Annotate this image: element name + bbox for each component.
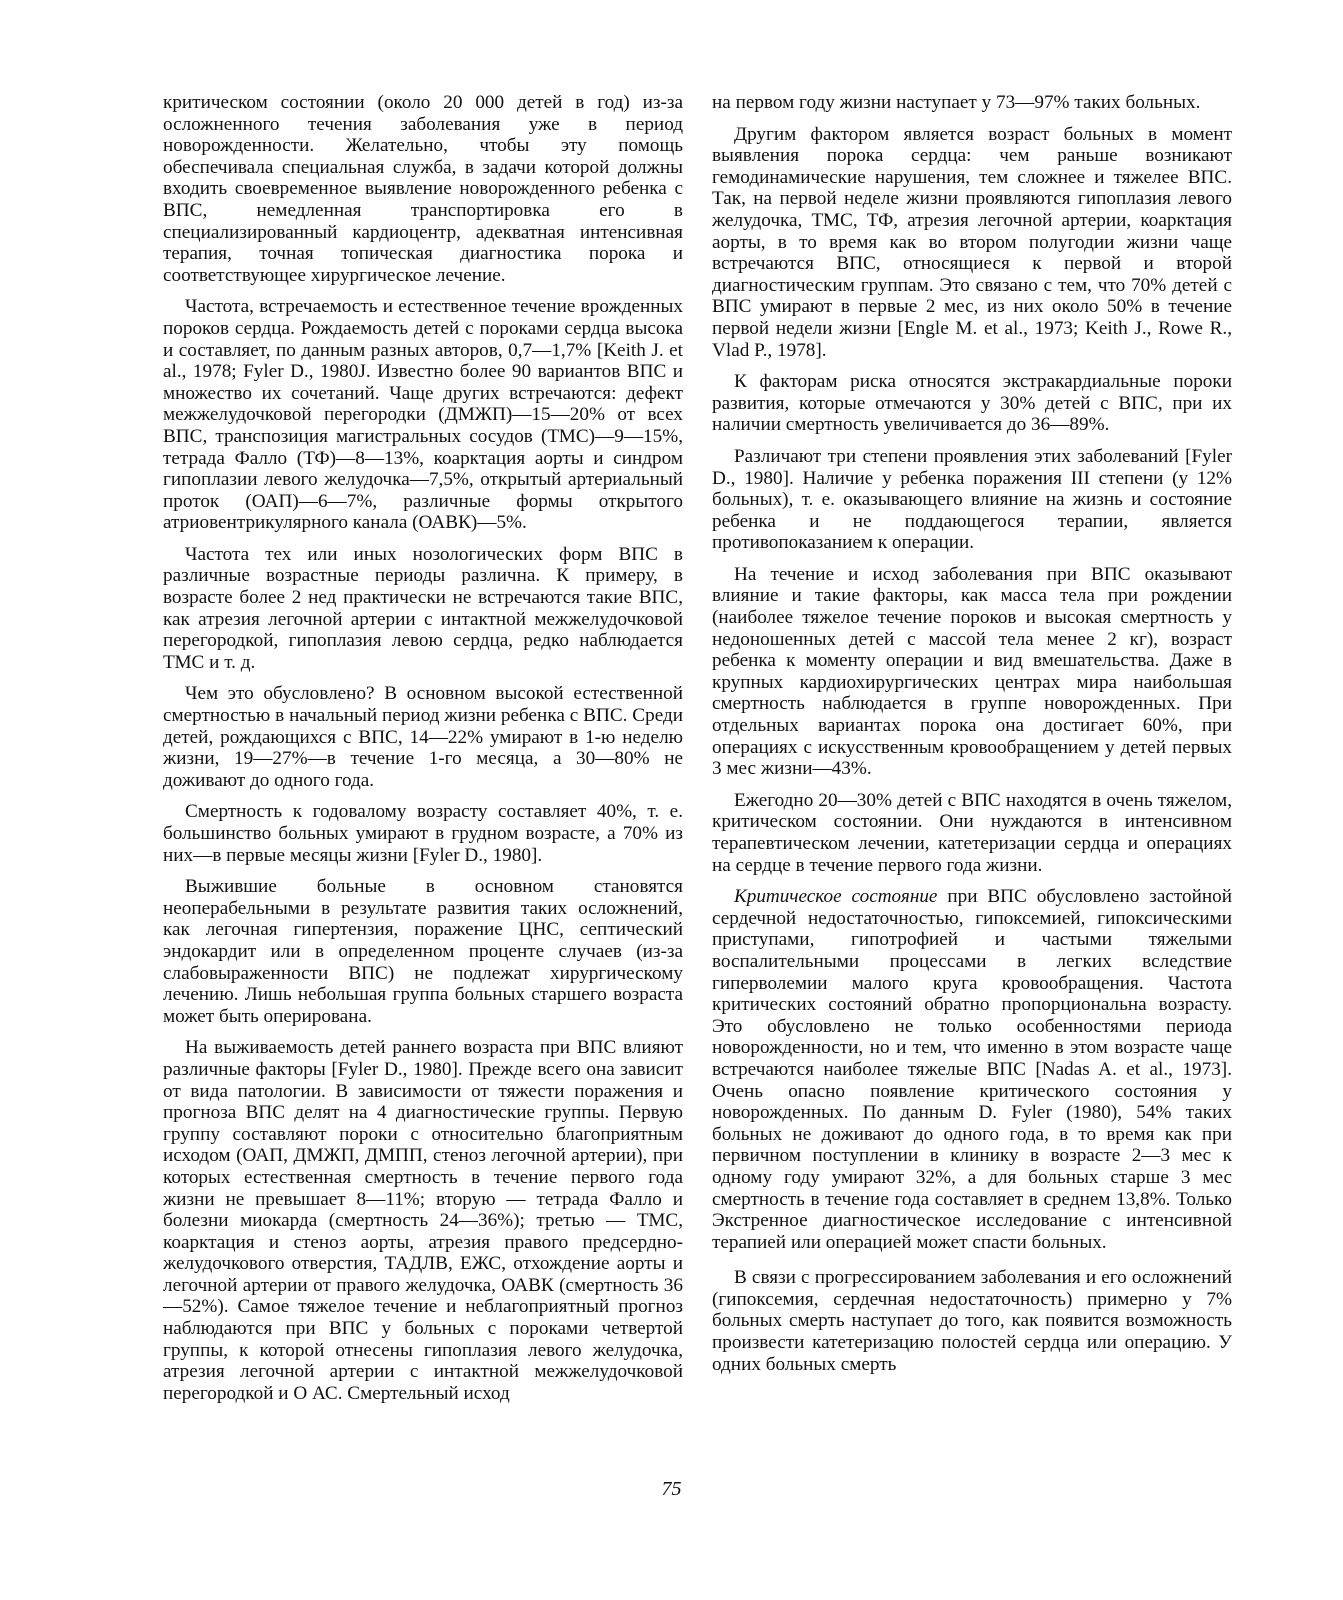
paragraph: На выживаемость детей раннего возраста при ВПС влияют различные факторы [Fyler D., 1980]. Прежде всего она зависит от вида патологии. В зависимости от тяжести поражения и прогноза ВПС делят на 4 диагностические группы. Первую группу составляют пороки с относительно благоприятным исходом (ОАП, ДМЖП, ДМПП, стеноз легочной артерии), при которых естественная смертность в течение первого года жизни не превышает 8—11%; вторую — тетрада Фалло и болезни миокарда (смертность 24—36%); третью — ТМС, коарктация и стеноз аорты, атрезия правого предсердно-желудочкового отверстия, ТАДЛВ, ЕЖС, отхождение аорты и легочной артерии от правого желудочка, ОАВК (смертность 36—52%). Самое тяжелое течение и неблагоприятный прогноз наблюдаются при ВПС у больных с пороками четвертой группы, к которой отнесены гипоплазия левого желудочка, атрезия легочной артерии с интактной межжелудочковой перегородкой и О АС. Смертельный исход: [163, 1037, 683, 1404]
paragraph: Смертность к годовалому возрасту составляет 40%, т. е. большинство больных умирают в грудном возрасте, а 70% из них—в первые месяцы жизни [Fyler D., 1980].: [163, 801, 683, 866]
paragraph: На течение и исход заболевания при ВПС оказывают влияние и такие факторы, как масса тела при рождении (наиболее тяжелое течение пороков и высокая смертность у недоношенных детей с массой тела менее 2 кг), возраст ребенка к моменту операции и вид вмешательства. Даже в крупных кардиохирургических центрах мира наибольшая смертность наблюдается в группе новорожденных. При отдельных вариантах порока она достигает 60%, при операциях с искусственным кровообращением у детей первых 3 мес жизни—43%.: [712, 563, 1232, 780]
paragraph: Частота тех или иных нозологических форм ВПС в различные возрастные периоды различна. К примеру, в возрасте более 2 нед практически не встречаются такие ВПС, как атрезия легочной артерии с интактной межжелудочковой перегородкой, гипоплазия левою сердца, редко наблюдается ТМС и т. д.: [163, 543, 683, 673]
paragraph: Выжившие больные в основном становятся неоперабельными в результате развития таких осложнений, как легочная гипертензия, поражение ЦНС, септический эндокардит или в определенном проценте случаев (из-за слабовыраженности ВПС) не подлежат хирургическому лечению. Лишь небольшая группа больных старшего возраста может быть оперирована.: [163, 876, 683, 1027]
paragraph-critical-state: [712, 886, 1232, 1253]
critical-state-term: Критическое состояние: [734, 886, 938, 908]
page-number: 75: [661, 1478, 682, 1500]
paragraph: Различают три степени проявления этих заболеваний [Fyler D., 1980]. Наличие у ребенка поражения III степени (у 12% больных), т. е. оказывающего влияние на жизнь и состояние ребенка и не поддающегося терапии, является противопоказанием к операции.: [712, 445, 1232, 554]
paragraph: Чем это обусловлено? В основном высокой естественной смертностью в начальный период жизни ребенка с ВПС. Среди детей, рождающихся с ВПС, 14—22% умирают в 1-ю неделю жизни, 19—27%—в течение 1-го месяца, а 30—80% не доживают до одного года.: [163, 683, 683, 791]
paragraph: В связи с прогрессированием заболевания и его осложнений (гипоксемия, сердечная недостаточность) примерно у 7% больных смерть наступает до того, как появится возможность произвести катетеризацию полостей сердца или операцию. У одних больных смерть: [712, 1267, 1232, 1375]
left-column: [163, 92, 683, 1404]
critical-state-text: при ВПС обусловлено застойной сердечной недостаточностью, гипоксемией, гипоксическими приступами, гипотрофией и частыми тяжелыми воспалительными процессами в легких вследствие гиперволемии малого круга кровообращения. Частота критических состояний обратно пропорциональна возрасту. Это обусловлено не только особенностями периода новорожденности, но и тем, что именно в этом возрасте чаще встречаются наиболее тяжелые ВПС [Nadas A. et al., 1973]. Очень опасно появление критического состояния у новорожденных. По данным D. Fyler (1980), 54% таких больных не доживают до одного года, в то время как при первичном поступлении в клинику в возрасте 2—3 мес к одному году умирают 32%, а для больных старше 3 мес смертность в течение года составляет в среднем 13,8%. Только Экстренное диагностическое исследование с интенсивной терапией или операцией может спасти больных.: [712, 886, 1232, 1253]
right-column: [712, 92, 1232, 1375]
paragraph: К факторам риска относятся экстракардиальные пороки развития, которые отмечаются у 30% детей с ВПС, при их наличии смертность увеличивается до 36—89%.: [712, 371, 1232, 436]
paragraph: Ежегодно 20—30% детей с ВПС находятся в очень тяжелом, критическом состоянии. Они нуждаются в интенсивном терапевтическом лечении, катетеризации сердца и операциях на сердце в течение первого года жизни.: [712, 789, 1232, 876]
paragraph: на первом году жизни наступает у 73—97% таких больных.: [712, 92, 1201, 113]
paragraph: Частота, встречаемость и естественное течение врожденных пороков сердца. Рождаемость детей с пороками сердца высока и составляет, по данным разных авторов, 0,7—1,7% [Keith J. et al., 1978; Fyler D., 1980J. Известно более 90 вариантов ВПС и множество их сочетаний. Чаще других встречаются: дефект межжелудочковой перегородки (ДМЖП)—15—20% от всех ВПС, транспозиция магистральных сосудов (ТМС)—9—15%, тетрада Фалло (ТФ)—8—13%, коарктация аорты и синдром гипоплазии левого желудочка—7,5%, открытый артериальный проток (ОАП)—6—7%, различные формы открытого атриовентрикулярного канала (ОАВК)—5%.: [163, 296, 683, 534]
paragraph: Другим фактором является возраст больных в момент выявления порока сердца: чем раньше возникают гемодинамические нарушения, тем сложнее и тяжелее ВПС. Так, на первой неделе жизни проявляются гипоплазия левого желудочка, ТМС, ТФ, атрезия легочной артерии, коарктация аорты, в то время как во втором полугодии жизни чаще встречаются ВПС, относящиеся к первой и второй диагностическим группам. Это связано с тем, что 70% детей с ВПС умирают в первые 2 мес, из них около 50% в течение первой недели жизни [Engle M. et al., 1973; Keith J., Rowe R., Vlad P., 1978].: [712, 123, 1232, 361]
paragraph: критическом состоянии (около 20 000 детей в год) из-за осложненного течения заболевания уже в период новорожденности. Желательно, чтобы эту помощь обеспечивала специальная служба, в задачи которой должны входить своевременное выявление новорожденного ребенка с ВПС, немедленная транспортировка его в специализированный кардиоцентр, адекватная интенсивная терапия, точная топическая диагностика порока и соответствующее хирургическое лечение.: [163, 92, 683, 286]
